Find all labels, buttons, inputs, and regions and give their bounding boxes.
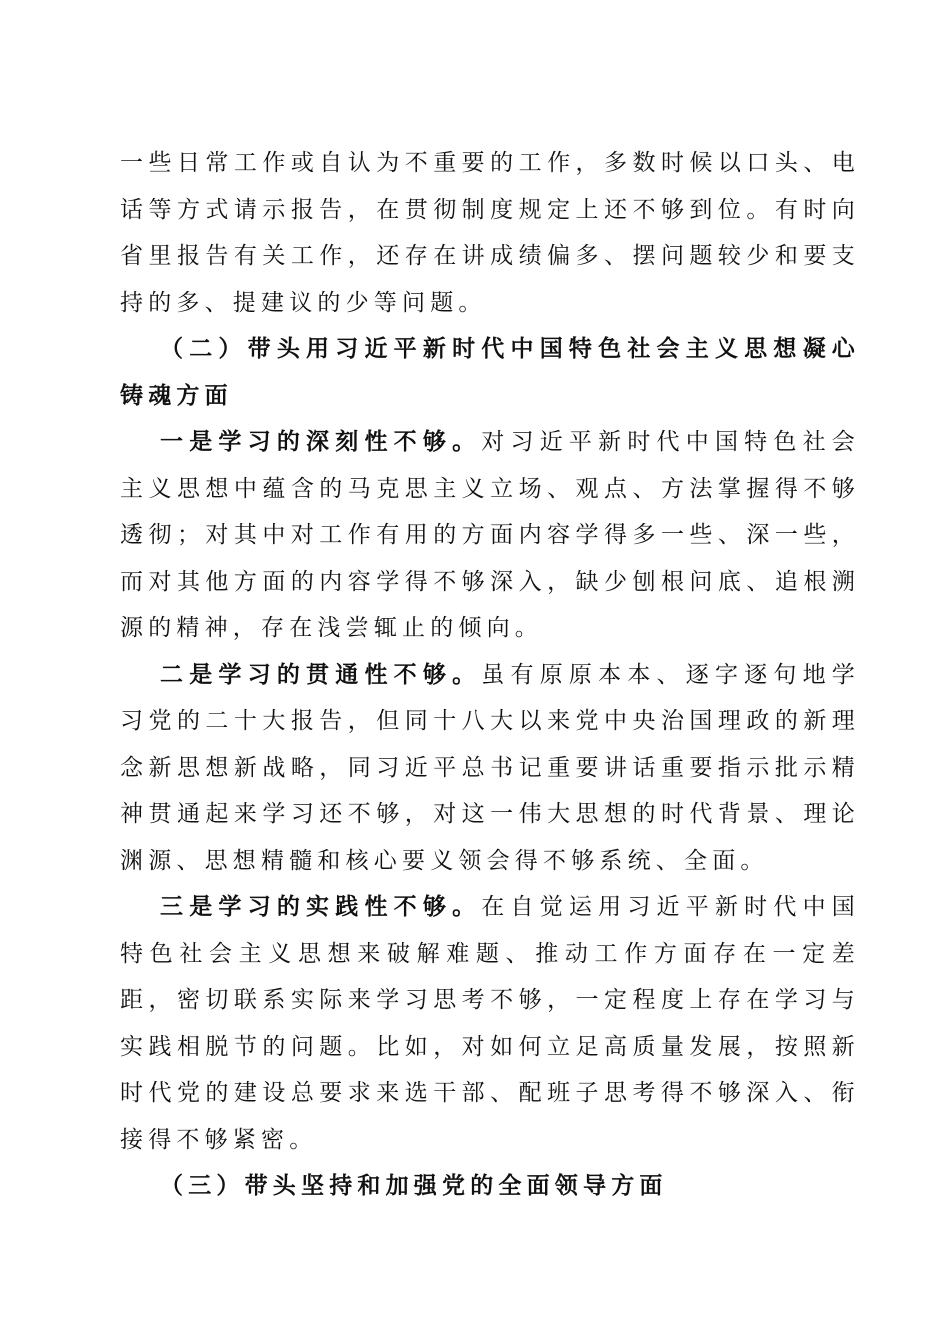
paragraph-lead: 一是学习的深刻性不够。 [160,428,482,455]
paragraph-study-coherence [120,652,860,885]
paragraph-text: 在自觉运用习近平新时代中国特色社会主义思想来破解难题、推动工作方面存在一定差距，密切联系实际来学习思考不够，一定程度上存在学习与实践相脱节的问题。比如，对如何立足高质量发展，按照新时代党的建设总要求来选干部、配班子思考得不够深入、衔接得不够紧密。 [120,894,860,1153]
paragraph-continuation: 一些日常工作或自认为不重要的工作，多数时候以口头、电话等方式请示报告，在贯彻制度规定上还不够到位。有时向省里报告有关工作，还存在讲成绩偏多、摆问题较少和要支持的多、提建议的少等问题。 [120,150,860,316]
section-heading-3: （三）带头坚持和加强党的全面领导方面 [160,1172,668,1199]
paragraph-lead: 二是学习的贯通性不够。 [160,660,482,688]
paragraph-text: 虽有原原本本、逐字逐句地学习党的二十大报告，但同十八大以来党中央治国理政的新理念新思想新战略，同习近平总书记重要讲话重要指示批示精神贯通起来学习还不够，对这一伟大思想的时代背景、理论渊源、思想精髓和核心要义领会得不够系统、全面。 [120,661,860,874]
paragraph-study-practice [120,884,860,1163]
paragraph-lead: 三是学习的实践性不够。 [160,893,482,920]
document-body [120,140,860,1210]
paragraph-text: 对习近平新时代中国特色社会主义思想中蕴含的马克思主义立场、观点、方法掌握得不够透彻；对其中对工作有用的方面内容学得多一些、深一些，而对其他方面的内容学得不够深入，缺少刨根问底、追根溯源的精神，存在浅尝辄止的倾向。 [120,429,860,641]
section-heading-2: （二）带头用习近平新时代中国特色社会主义思想凝心铸魂方面 [120,335,860,409]
paragraph-study-depth [120,419,860,652]
